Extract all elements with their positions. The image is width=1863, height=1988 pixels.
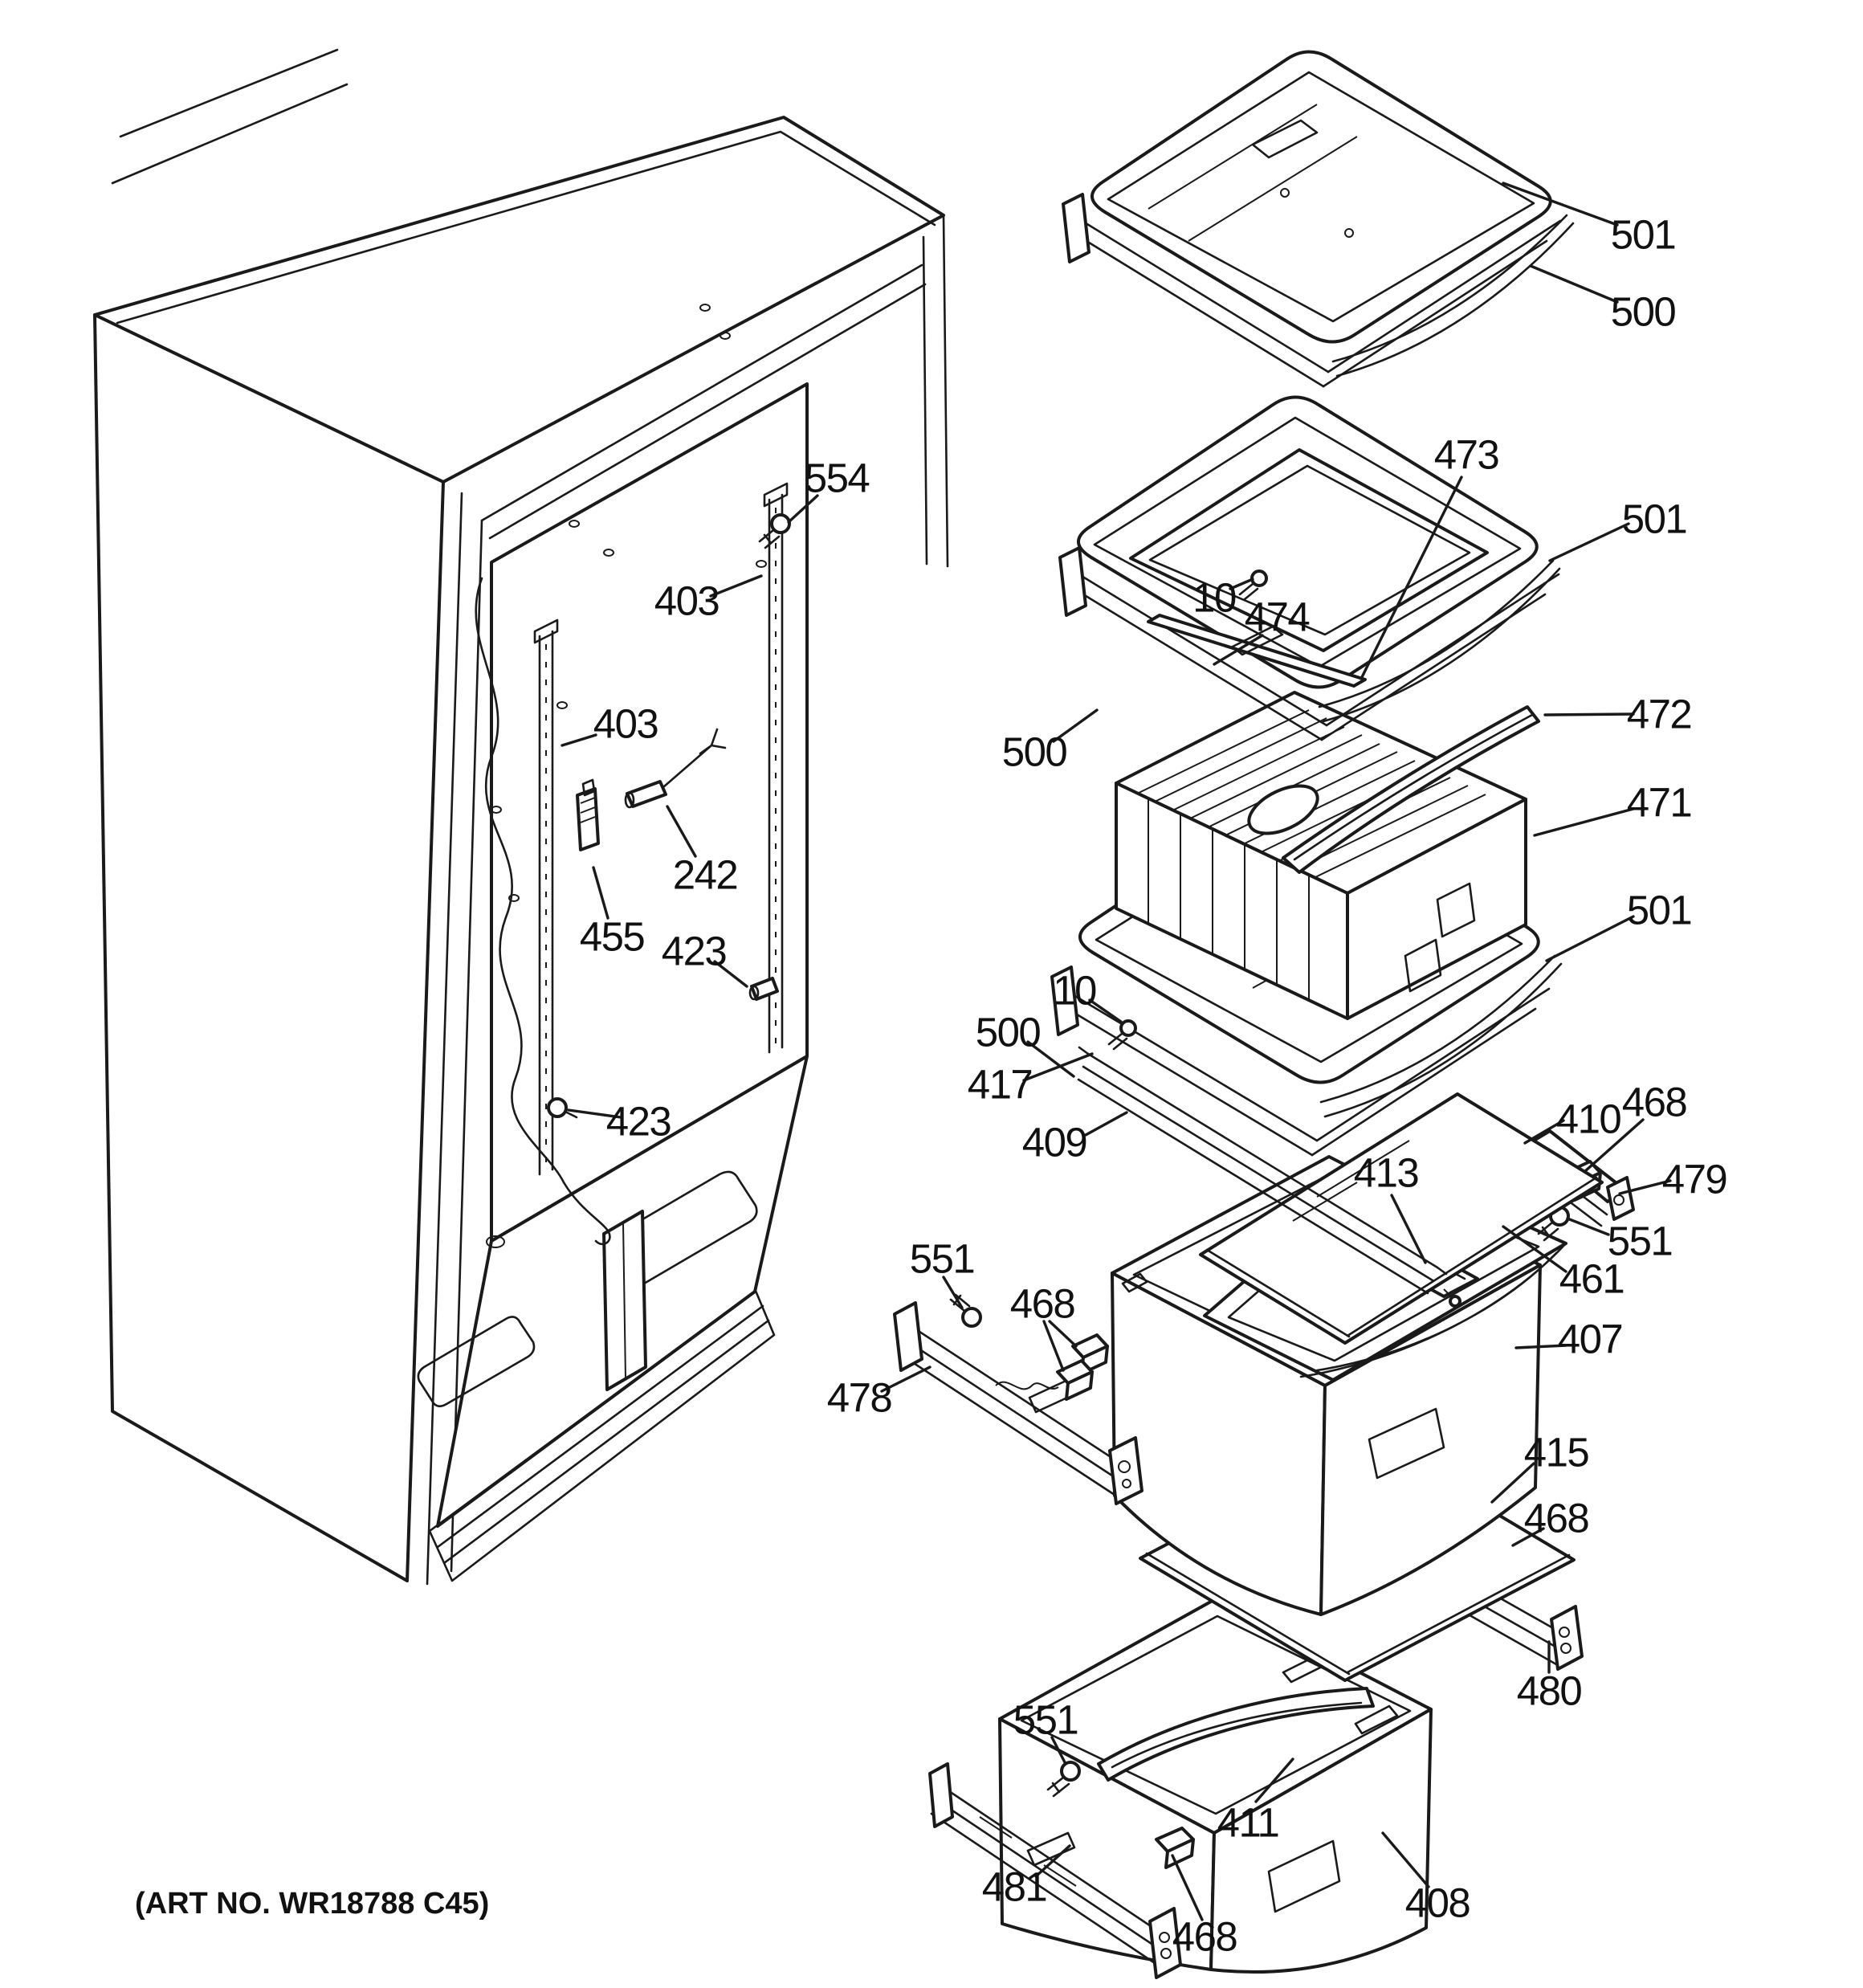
shelf-frame-501-top [1092, 52, 1573, 377]
part-label-478: 478 [826, 1374, 892, 1421]
callout-468-right-lower [1513, 1496, 1588, 1546]
callout-468-left [1010, 1281, 1076, 1371]
part-label-461: 461 [1559, 1255, 1625, 1302]
part-label-551-right: 551 [1607, 1218, 1673, 1264]
part-label-407: 407 [1557, 1316, 1623, 1362]
part-label-468-left: 468 [1009, 1280, 1075, 1327]
part-label-413: 413 [1353, 1149, 1419, 1196]
callout-410 [1525, 1096, 1620, 1144]
break-marks [112, 50, 347, 183]
part-label-551-left: 551 [909, 1235, 975, 1282]
callout-472 [1545, 692, 1691, 737]
part-label-409: 409 [1021, 1119, 1087, 1165]
callout-409 [1022, 1112, 1127, 1165]
clips-468-left [1058, 1335, 1107, 1399]
part-label-10-upper: 10 [1192, 574, 1236, 621]
callout-500-top [1531, 266, 1675, 335]
part-label-423-upper: 423 [661, 928, 727, 974]
part-label-479: 479 [1661, 1156, 1727, 1202]
part-label-411: 411 [1217, 1799, 1279, 1846]
part-label-471: 471 [1626, 779, 1692, 826]
part-label-242: 242 [672, 851, 738, 898]
part-label-500-top: 500 [1610, 288, 1676, 335]
part-label-423-lower: 423 [605, 1098, 671, 1145]
part-label-468-right-lower: 468 [1523, 1495, 1589, 1541]
part-label-551-bottom: 551 [1013, 1696, 1078, 1743]
part-label-468-bottom: 468 [1172, 1913, 1237, 1960]
part-label-403-left: 403 [593, 700, 658, 747]
part-label-417: 417 [967, 1061, 1033, 1108]
refrigerator-cabinet [95, 50, 948, 1584]
callout-417 [968, 1054, 1092, 1108]
art-number: (ART NO. WR18788 C45) [135, 1887, 490, 1921]
part-label-481: 481 [981, 1863, 1047, 1910]
part-label-473: 473 [1433, 431, 1499, 478]
part-label-501-second: 501 [1621, 496, 1687, 542]
part-label-500-second: 500 [1001, 729, 1067, 775]
screw-551-left [951, 1295, 980, 1326]
part-label-554: 554 [804, 455, 870, 501]
callout-501-third [1547, 888, 1691, 961]
callout-471 [1535, 780, 1691, 836]
callout-479 [1620, 1157, 1726, 1202]
part-label-472: 472 [1626, 691, 1692, 737]
callout-478 [827, 1367, 930, 1421]
part-label-501-third: 501 [1626, 887, 1692, 933]
part-label-468-right-upper: 468 [1621, 1079, 1687, 1125]
part-label-10-lower: 10 [1053, 967, 1096, 1014]
part-label-501-top: 501 [1610, 211, 1676, 258]
part-label-500-third: 500 [975, 1009, 1041, 1055]
part-label-410: 410 [1555, 1096, 1621, 1142]
callout-551-left [910, 1236, 975, 1308]
part-label-403-right: 403 [654, 578, 720, 624]
part-label-415: 415 [1523, 1429, 1589, 1476]
slide-rail-478 [895, 1303, 1142, 1504]
callout-501-second [1550, 496, 1686, 561]
part-label-480: 480 [1516, 1668, 1582, 1714]
callout-500-second [1002, 710, 1097, 775]
part-label-408: 408 [1404, 1880, 1470, 1926]
part-label-474: 474 [1244, 594, 1310, 640]
part-label-455: 455 [579, 913, 645, 960]
